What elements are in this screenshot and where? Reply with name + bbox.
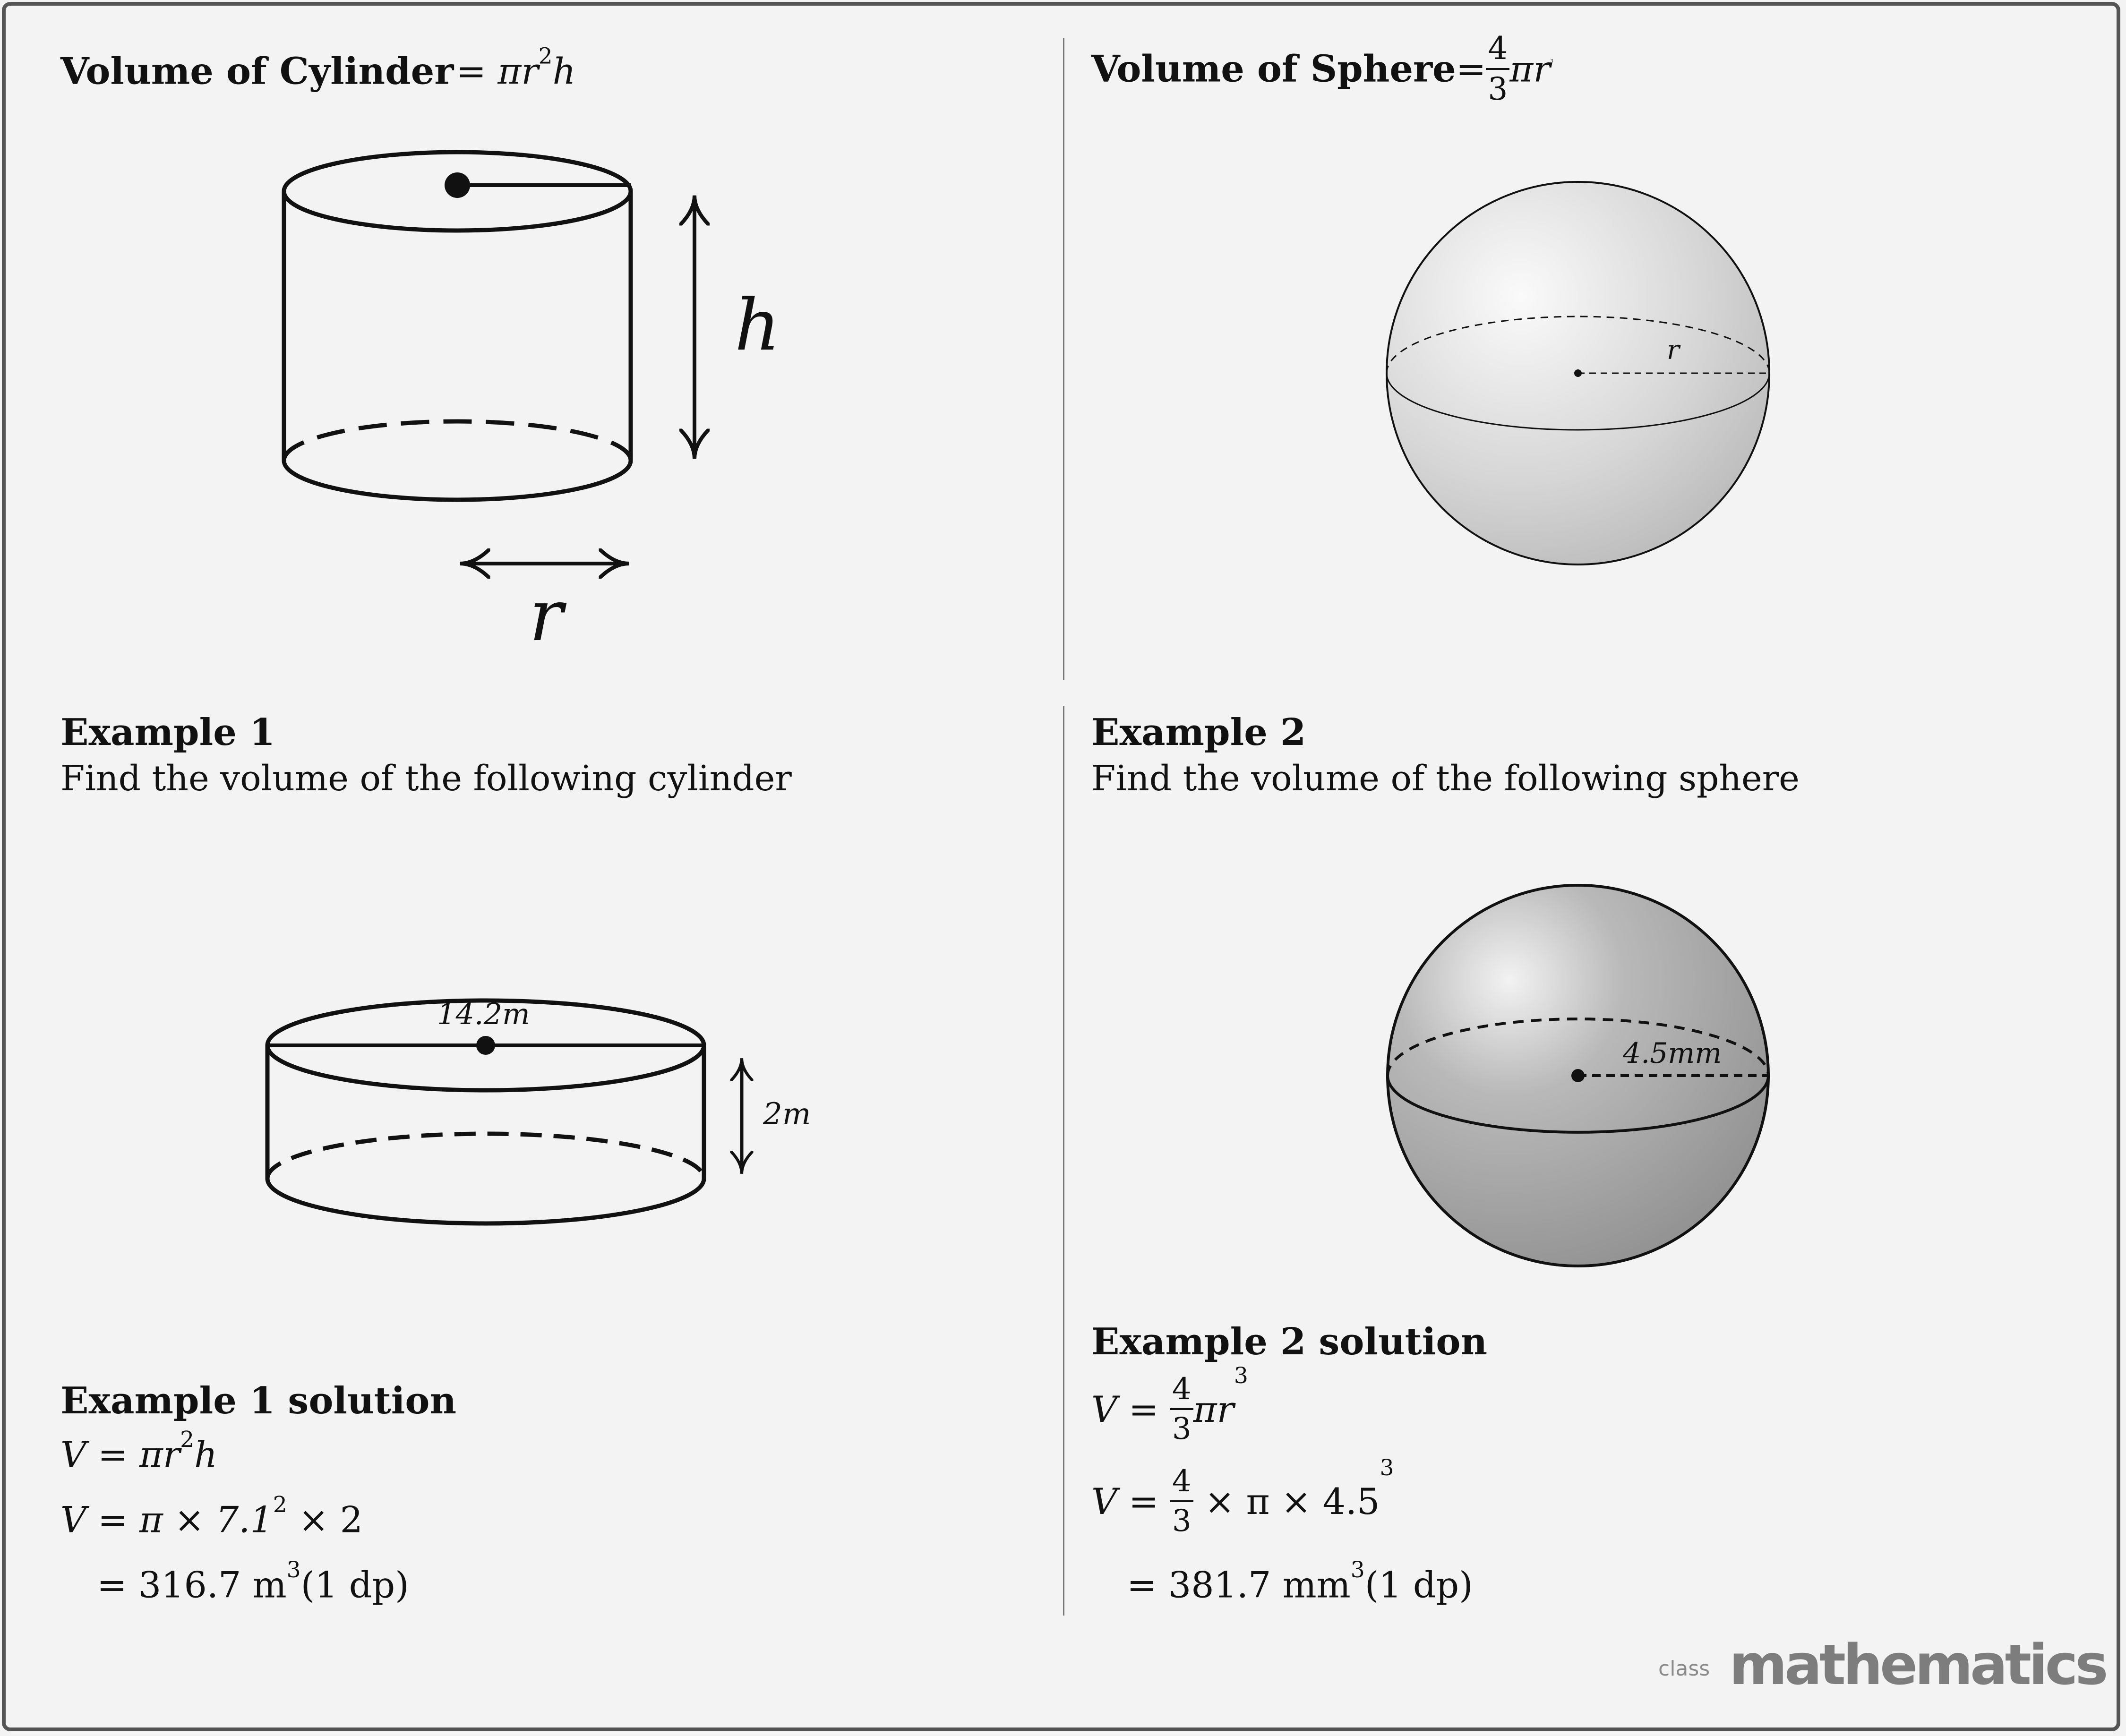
brand-mathematics: mathematics [1729, 1632, 2106, 1697]
pi-r-term: πr [1509, 48, 1551, 90]
exponent: 2 [538, 43, 553, 69]
equals-sign: = [456, 50, 487, 93]
equals-sign: = [1456, 48, 1486, 90]
example2-solution-title: Example 2 solution [1091, 1320, 1488, 1363]
radius-label: r [529, 575, 563, 657]
brand-class: class [1658, 1657, 1710, 1681]
fraction-four-thirds: $\frac{4}{3}$ [1486, 33, 1509, 105]
height-label-2m: 2m [763, 1097, 811, 1132]
diameter-label: 14.2m [437, 997, 530, 1031]
example2-solution-line1: V = $\frac{4}{3}$ $\pi r^3$ [1091, 1363, 1248, 1447]
example1-prompt: Find the volume of the following cylinder [60, 758, 792, 799]
example1-solution-title: Example 1 solution [60, 1379, 457, 1422]
height-label: h [735, 284, 780, 367]
radius-var: r [521, 50, 539, 93]
pi-symbol: π [497, 50, 522, 93]
example2-prompt: Find the volume of the following sphere [1091, 758, 1800, 799]
example2-solution-line3: = 381.7 $mm^3(1$ dp) [1127, 1557, 1473, 1606]
cylinder-title: Volume of Cylinder [60, 50, 454, 93]
sphere-title: Volume of Sphere [1091, 47, 1456, 91]
example1-solution-line2: $V = \pi \times 7.1^2 \times 2$ [60, 1492, 363, 1541]
example2-title: Example 2 [1091, 711, 1306, 754]
brand-logo [1658, 1632, 2106, 1698]
example1-solution-line1: $V = \pi r^2h$ [60, 1427, 218, 1476]
height-var: h [552, 50, 576, 93]
exponent: 3 [1550, 59, 1553, 64]
example2-solution-line2: V = $\frac{4}{3}$ × $\pi \times 4.5^3$ [1091, 1455, 1394, 1539]
sphere-radius-4-5mm: 4.5mm [1623, 1037, 1722, 1070]
example1-title: Example 1 [60, 711, 275, 754]
example1-solution-line3: = 316.7 $m^3(1$ dp) [97, 1557, 409, 1606]
sphere-radius-label: r [1667, 335, 1680, 366]
